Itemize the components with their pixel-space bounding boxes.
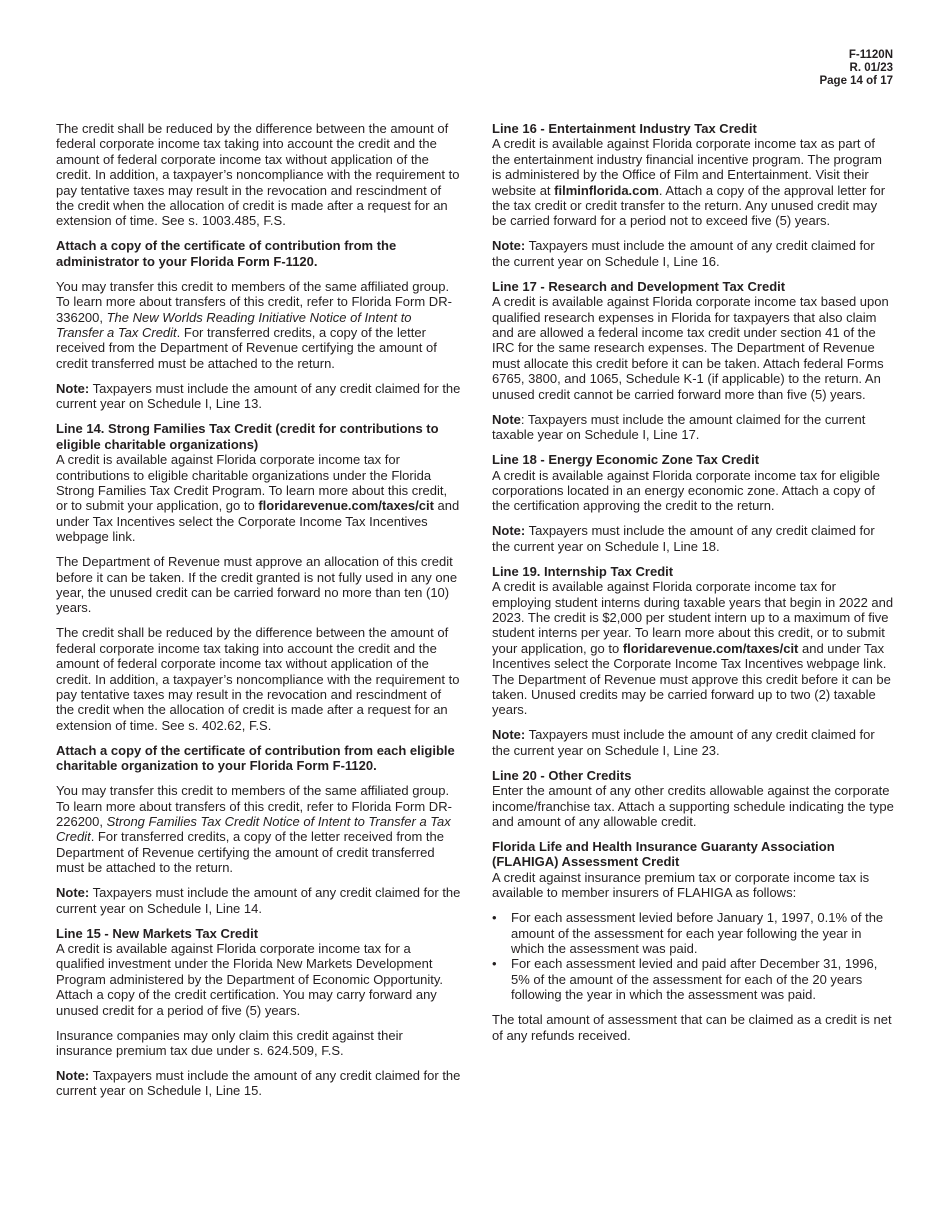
- list-item: • For each assessment levied before January 1, 1997, 0.1% of the amount of the assessment for each year following the year in which the assessment was paid.: [492, 910, 894, 956]
- attach-instruction: Attach a copy of the certificate of contribution from each eligible charitable organization to your Florida Form F-1120.: [56, 742, 455, 774]
- section-heading-line16: Line 16 - Entertainment Industry Tax Credit: [492, 121, 757, 136]
- note: Note: Taxpayers must include the amount of any credit claimed for the current year on Schedule I, Line 13.: [56, 380, 461, 412]
- page-number: Page 14 of 17: [819, 75, 893, 87]
- section-heading-line14: Line 14. Strong Families Tax Credit (credit for contributions to eligible charitable organizations): [56, 421, 439, 452]
- paragraph: The credit shall be reduced by the difference between the amount of federal corporate income tax taking into account the credit and the amount of federal corporate income tax without application of the credit. In addition, a taxpayer’s noncompliance with the requirement to pay tentative taxes may result in the revocation and rescindment of the credit when the allocation of credit is made after a request for an extension of time. See s. 1003.485, F.S.: [56, 121, 460, 229]
- paragraph: A credit is available against Florida corporate income tax as part of the entertainment industry financial incentive program. The program is administered by the Office of Film and Entertainment. Visit their website at filminflorida.com. Attach a copy of the approval letter for the tax credit or credit transfer to the return. Any unused credit may be carried forward for a period not to exceed five (5) years.: [492, 136, 886, 229]
- note: Note: Taxpayers must include the amount of any credit claimed for the current year on Schedule I, Line 14.: [56, 885, 461, 916]
- section-heading-line20: Line 20 - Other Credits: [492, 767, 632, 783]
- paragraph: A credit is available against Florida corporate income tax for employing student interns during taxable years that begin in 2022 and 2023. The credit is $2,000 per student intern up to a maximum of five student interns per year. To learn more about this credit, or to submit your application, go to floridarevenue.com/taxes/cit and under Tax Incentives select the Corporate Income Tax Incentives webpage link. The Department of Revenue must approve this credit before it can be taken. Unused credits may be carried forward up to two (2) taxable years.: [492, 579, 894, 718]
- section-heading-line15: Line 15 - New Markets Tax Credit: [56, 925, 259, 941]
- form-title-ref: The New Worlds Reading Initiative Notice of Intent to Transfer a Tax Credit: [56, 309, 412, 341]
- note-label: Note:: [56, 380, 90, 396]
- paragraph: A credit is available against Florida corporate income tax for a qualified investment under the Florida New Markets Development Program administered by the Department of Economic Opportunity. Attach a copy of the credit certification. You may carry forward any unused credit for a period of five (5) years.: [56, 941, 444, 1018]
- left-column: [56, 121, 461, 1108]
- right-column: [492, 121, 894, 1053]
- attach-instruction: Attach a copy of the certificate of contribution from the administrator to your Florida Form F-1120.: [56, 238, 397, 269]
- section-heading-line18: Line 18 - Energy Economic Zone Tax Credit: [492, 452, 760, 468]
- website-link[interactable]: filminflorida.com: [554, 182, 659, 198]
- list-item: • For each assessment levied and paid after December 31, 1996, 5% of the amount of the assessment for each of the 20 years following the year in which the assessment was paid.: [492, 956, 894, 1002]
- note-label: Note:: [492, 727, 526, 743]
- paragraph: Enter the amount of any other credits allowable against the corporate income/franchise tax. Attach a supporting schedule indicating the type and amount of any allowable credit.: [492, 783, 894, 829]
- paragraph: Insurance companies may only claim this credit against their insurance premium tax due under s. 624.509, F.S.: [56, 1027, 403, 1059]
- note-label: Note: [492, 411, 521, 427]
- section-heading-line19: Line 19. Internship Tax Credit: [492, 563, 674, 579]
- note: Note: Taxpayers must include the amount claimed for the current taxable year on Schedule I, Line 17.: [492, 411, 866, 443]
- note-label: Note:: [492, 523, 526, 539]
- note: Note: Taxpayers must include the amount of any credit claimed for the current year on Schedule I, Line 23.: [492, 727, 875, 758]
- paragraph: A credit is available against Florida corporate income tax based upon qualified research expenses in Florida for taxpayers that also claim and are allowed a federal income tax credit under section 41 of the IRC for the same research expenses. The Department of Revenue must allocate this credit before it can be taken. Attach federal Forms 6765, 3800, and 1065, Schedule K-1 (if applicable) to the return. An unused credit cannot be carried forward more than five (5) years.: [492, 294, 889, 402]
- form-revision: R. 01/23: [849, 62, 893, 74]
- website-link[interactable]: floridarevenue.com/taxes/cit: [622, 640, 799, 656]
- paragraph: You may transfer this credit to members of the same affiliated group. To learn more about transfers of this credit, refer to Florida Form DR-336200, The New Worlds Reading Initiative Notice of Intent to Transfer a Tax Credit. For transferred credits, a copy of the letter received from the Department of Revenue certifying the amount of credit transferred must be attached to the return.: [56, 278, 452, 371]
- paragraph: The total amount of assessment that can be claimed as a credit is net of any refunds received.: [492, 1012, 892, 1043]
- note-label: Note:: [492, 238, 526, 254]
- note: Note: Taxpayers must include the amount of any credit claimed for the current year on Schedule I, Line 15.: [56, 1068, 461, 1099]
- paragraph: The credit shall be reduced by the difference between the amount of federal corporate income tax taking into account the credit and the amount of federal corporate income tax without application of the credit. In addition, a taxpayer’s noncompliance with the requirement to pay tentative taxes may result in the revocation and rescindment of the credit when the allocation of credit is made after a request for an extension of time. See s. 402.62, F.S.: [56, 625, 460, 733]
- note: Note: Taxpayers must include the amount of any credit claimed for the current year on Schedule I, Line 18.: [492, 523, 875, 554]
- paragraph: A credit is available against Florida corporate income tax for eligible corporations located in an energy economic zone. Attach a copy of the certification approving the credit to the return.: [492, 467, 881, 514]
- paragraph: You may transfer this credit to members of the same affiliated group. To learn more about transfers of this credit, refer to Florida Form DR-226200, Strong Families Tax Credit Notice of Intent to Transfer a Tax Credit. For transferred credits, a copy of the letter received from the Department of Revenue certifying the amount of credit transferred must be attached to the return.: [56, 783, 452, 876]
- form-number: F-1120N: [848, 49, 893, 61]
- note-label: Note:: [56, 1068, 90, 1084]
- website-link[interactable]: floridarevenue.com/taxes/cit: [258, 498, 434, 514]
- bullet-list: [492, 910, 894, 1002]
- paragraph: A credit is available against Florida corporate income tax for contributions to eligible charitable organizations under the Florida Strong Families Tax Credit Program. To learn more about this credit, or to submit your application, go to floridarevenue.com/taxes/cit and under Tax Incentives select the Corporate Income Tax Incentives webpage link.: [56, 452, 460, 545]
- paragraph: The Department of Revenue must approve an allocation of this credit before it can be taken. If the credit granted is not fully used in any one year, the unused credit can be carried forward no more than ten (10) years.: [56, 554, 458, 616]
- form-header: [819, 49, 893, 88]
- form-title-ref: Strong Families Tax Credit Notice of Intent to Transfer a Tax Credit: [56, 814, 451, 845]
- note: Note: Taxpayers must include the amount of any credit claimed for the current year on Schedule I, Line 16.: [492, 238, 875, 269]
- paragraph: A credit against insurance premium tax or corporate income tax is available to member insurers of FLAHIGA as follows:: [492, 869, 870, 901]
- section-heading-line17: Line 17 - Research and Development Tax Credit: [492, 278, 786, 294]
- section-heading-flahiga: Florida Life and Health Insurance Guaranty Association (FLAHIGA) Assessment Credit: [492, 839, 835, 870]
- note-label: Note:: [56, 885, 90, 901]
